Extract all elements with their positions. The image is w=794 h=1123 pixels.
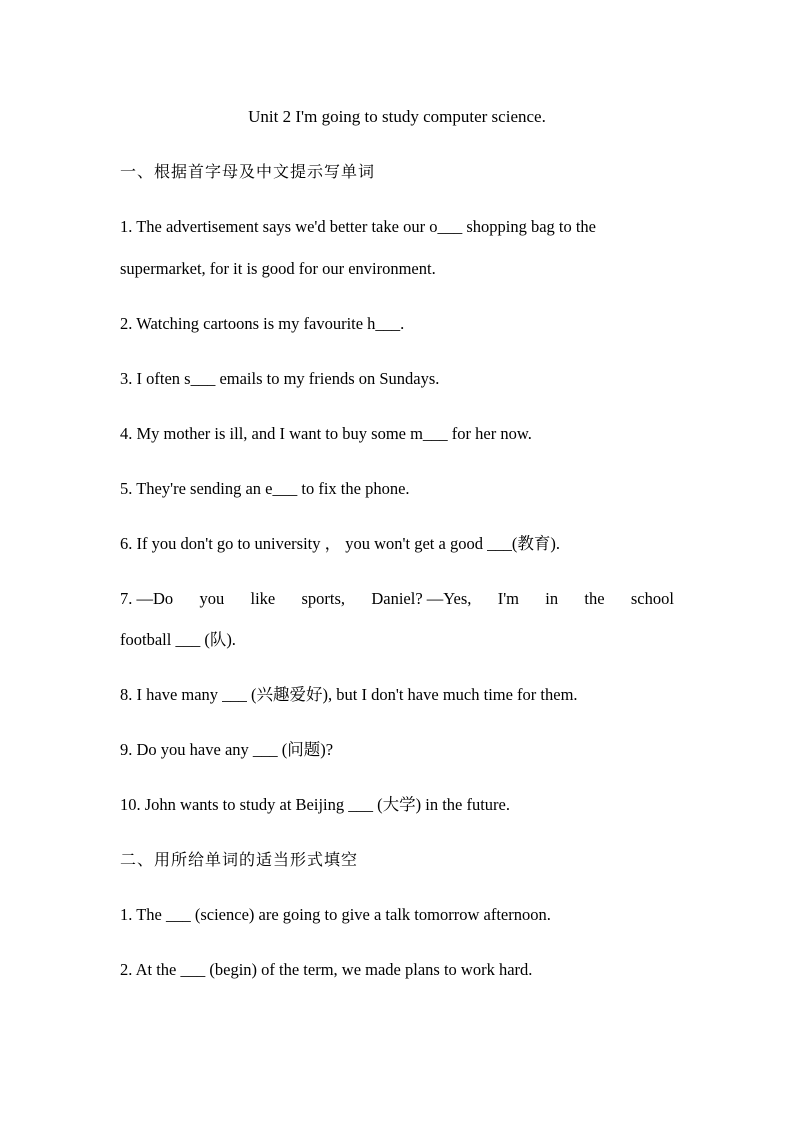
question-1-2: 2. Watching cartoons is my favourite h___. xyxy=(120,314,405,333)
section-1-heading: 一、根据首字母及中文提示写单词 xyxy=(120,162,376,181)
question-1-4: 4. My mother is ill, and I want to buy some m___ for her now. xyxy=(120,424,532,443)
question-1-3: 3. I often s___ emails to my friends on Sundays. xyxy=(120,369,440,388)
question-1-1-line-2: supermarket, for it is good for our environment. xyxy=(120,259,436,278)
question-2-2: 2. At the ___ (begin) of the term, we made plans to work hard. xyxy=(120,960,533,979)
question-1-7-line-2: football ___ (队). xyxy=(120,630,236,649)
question-1-5: 5. They're sending an e___ to fix the phone. xyxy=(120,479,410,498)
question-1-7-word: you xyxy=(199,589,225,608)
question-1-9: 9. Do you have any ___ (问题)? xyxy=(120,740,334,759)
question-2-1: 1. The ___ (science) are going to give a talk tomorrow afternoon. xyxy=(120,905,551,924)
question-1-7-word: 7. —Do xyxy=(120,589,174,608)
question-1-7-word: like xyxy=(250,589,276,608)
question-1-1-line-1: 1. The advertisement says we'd better take our o___ shopping bag to the xyxy=(120,217,597,236)
question-1-7-word: sports, xyxy=(301,589,346,608)
question-1-8: 8. I have many ___ (兴趣爱好), but I don't have much time for them. xyxy=(120,685,578,704)
section-2-heading: 二、用所给单词的适当形式填空 xyxy=(120,850,359,869)
question-1-7-word: Daniel? —Yes, xyxy=(371,589,472,608)
question-1-7-word: school xyxy=(630,589,674,608)
question-1-7-word: in xyxy=(545,589,559,608)
question-1-7-word: I'm xyxy=(497,589,520,608)
page-title: Unit 2 I'm going to study computer science. xyxy=(248,107,546,126)
question-1-7-line-1 xyxy=(120,588,674,610)
question-1-6: 6. If you don't go to university ， you won't get a good ___(教育). xyxy=(120,534,560,553)
question-1-7-word: the xyxy=(584,589,605,608)
question-1-10: 10. John wants to study at Beijing ___ (大学) in the future. xyxy=(120,795,510,814)
